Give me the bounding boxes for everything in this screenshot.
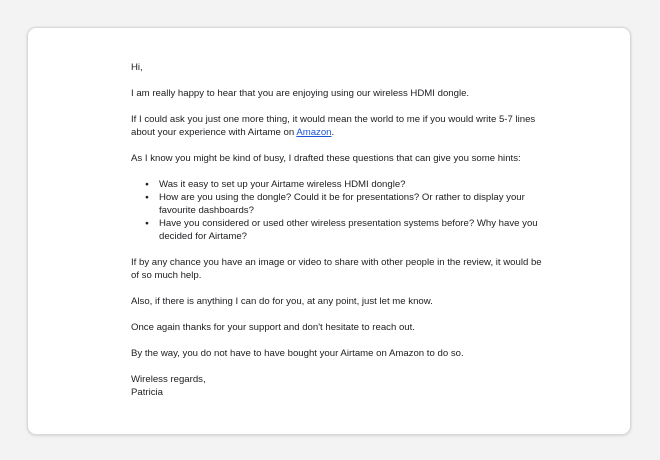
signature: Patricia bbox=[131, 387, 163, 398]
thanks-paragraph: Once again thanks for your support and don't hesitate to reach out. bbox=[131, 322, 415, 333]
review-request-end: . bbox=[331, 127, 335, 138]
note-paragraph: By the way, you do not have to have bought your Airtame on Amazon to do so. bbox=[131, 348, 464, 359]
media-request-paragraph: If by any chance you have an image or video to share with other people in the review, it would be of so much help. bbox=[131, 257, 542, 281]
hints-intro-paragraph: As I know you might be kind of busy, I drafted these questions that can give you some hints: bbox=[131, 153, 521, 164]
review-request-text: If I could ask you just one more thing, it would mean the world to me if you would write 5-7 lines about your experience with Airtame on bbox=[131, 114, 536, 138]
intro-paragraph: I am really happy to hear that you are enjoying using our wireless HDMI dongle. bbox=[131, 88, 470, 99]
questions-list bbox=[131, 178, 551, 243]
email-body bbox=[131, 61, 551, 412]
greeting: Hi, bbox=[131, 62, 143, 73]
closing: Wireless regards, bbox=[131, 374, 206, 385]
email-card bbox=[27, 27, 631, 435]
review-request-paragraph bbox=[131, 113, 551, 139]
question-item: ● How are you using the dongle? Could it be for presentations? Or rather to display your favourite dashboards? bbox=[159, 191, 551, 217]
sign-off bbox=[131, 373, 551, 399]
amazon-link[interactable]: Amazon bbox=[296, 127, 332, 138]
question-item: ● Was it easy to set up your Airtame wireless HDMI dongle? bbox=[159, 178, 551, 191]
offer-help-paragraph: Also, if there is anything I can do for you, at any point, just let me know. bbox=[131, 296, 433, 307]
question-item: ● Have you considered or used other wireless presentation systems before? Why have you decided for Airtame? bbox=[159, 217, 551, 243]
